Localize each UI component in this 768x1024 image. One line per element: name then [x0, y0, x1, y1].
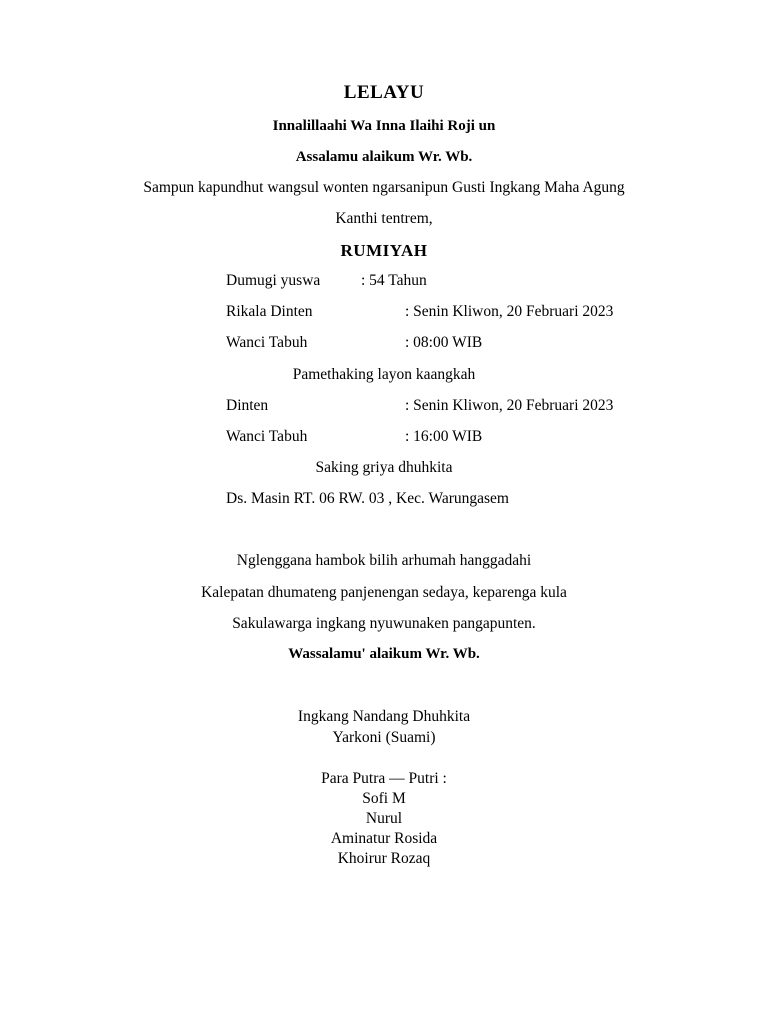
from-heading: Saking griya dhuhkita	[315, 459, 453, 476]
deceased-name: RUMIYAH	[340, 241, 428, 260]
closing-line-3: Sakulawarga ingkang nyuwunaken pangapunten.	[232, 615, 536, 632]
children-label: Para Putra — Putri :	[321, 770, 447, 787]
signature-label: Ingkang Nandang Dhuhkita	[297, 708, 471, 725]
child-name: Sofi M	[362, 790, 406, 807]
time-value: : 08:00 WIB	[405, 334, 483, 351]
closing-line-2: Kalepatan dhumateng panjenengan sedaya, keparenga kula	[201, 584, 567, 601]
time-label: Wanci Tabuh	[226, 334, 308, 351]
burial-heading: Pamethaking layon kaangkah	[292, 366, 476, 383]
age-value: : 54 Tahun	[361, 272, 427, 289]
burial-day-value: : Senin Kliwon, 20 Februari 2023	[405, 397, 614, 414]
age-label: Dumugi yuswa	[226, 272, 321, 289]
opening-prayer: Innalillaahi Wa Inna Ilaihi Roji un	[272, 118, 496, 134]
day-value: : Senin Kliwon, 20 Februari 2023	[405, 303, 614, 320]
announcement-line-2: Kanthi tentrem,	[335, 210, 433, 227]
address: Ds. Masin RT. 06 RW. 03 , Kec. Warungasem	[226, 490, 509, 507]
child-name: Khoirur Rozaq	[337, 850, 431, 867]
burial-time-label: Wanci Tabuh	[226, 428, 308, 445]
day-label: Rikala Dinten	[226, 303, 313, 320]
announcement-line: Sampun kapundhut wangsul wonten ngarsanipun Gusti Ingkang Maha Agung	[143, 179, 625, 196]
signature-name: Yarkoni (Suami)	[332, 729, 436, 746]
child-name: Nurul	[365, 810, 403, 827]
child-name: Aminatur Rosida	[330, 830, 438, 847]
greeting: Assalamu alaikum Wr. Wb.	[295, 149, 473, 165]
burial-time-value: : 16:00 WIB	[405, 428, 483, 445]
farewell: Wassalamu' alaikum Wr. Wb.	[288, 646, 480, 662]
burial-day-label: Dinten	[226, 397, 269, 414]
document-title: LELAYU	[343, 82, 425, 103]
closing-line-1: Nglenggana hambok bilih arhumah hanggadahi	[236, 552, 532, 569]
